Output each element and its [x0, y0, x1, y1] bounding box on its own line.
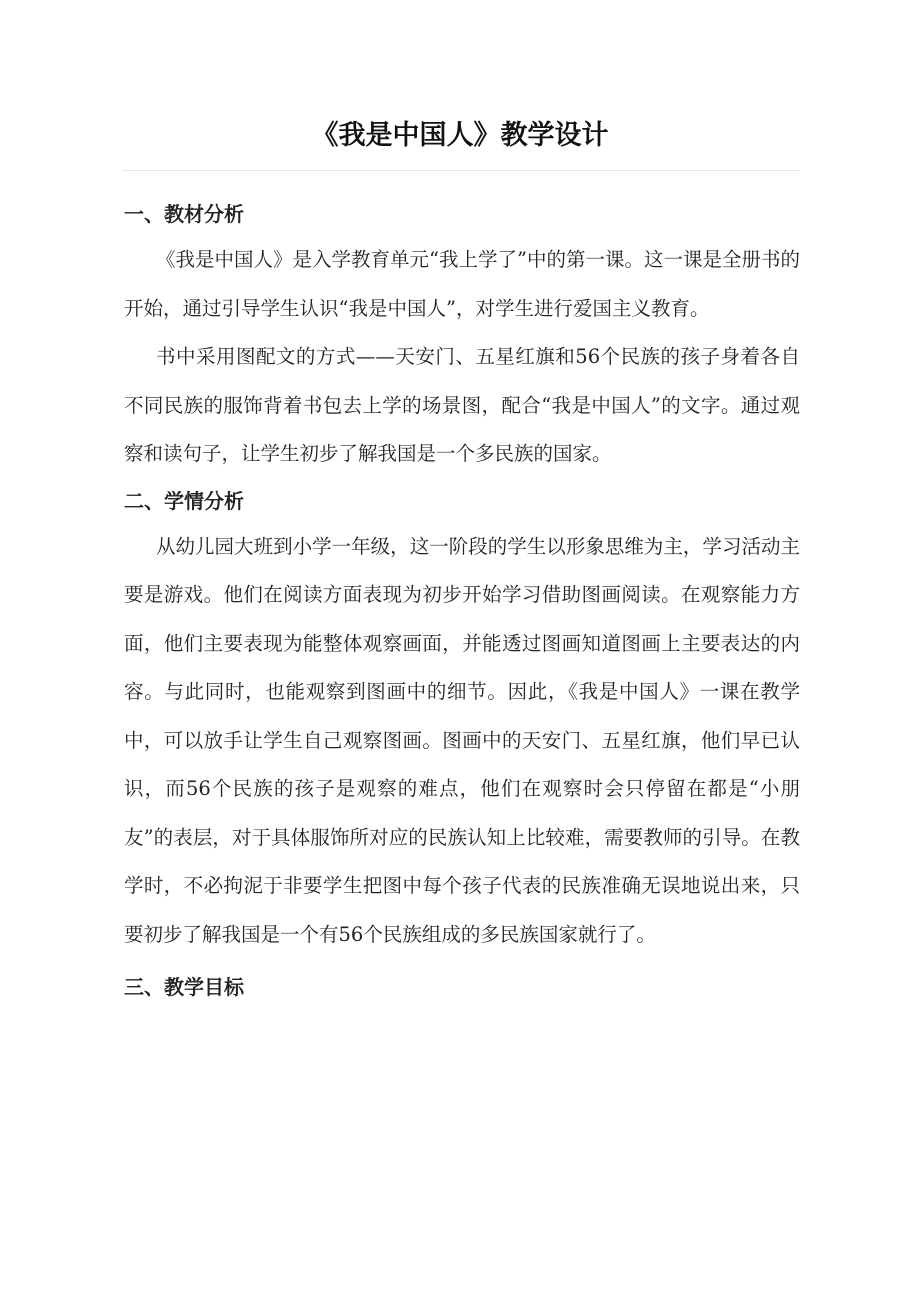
section-heading: 三、教学目标: [124, 975, 244, 999]
document-title: 《我是中国人》教学设计: [311, 120, 609, 151]
title-divider: [122, 170, 800, 171]
section-heading: 二、学情分析: [124, 488, 244, 513]
section-textbook-analysis: [124, 192, 800, 479]
section-teaching-goals: [124, 965, 800, 1009]
document-body: [124, 192, 800, 1009]
section-student-analysis: [124, 479, 800, 960]
paragraph: 从幼儿园大班到小学一年级，这一阶段的学生以形象思维为主，学习活动主要是游戏。他们在阅读方面表现为初步开始学习借助图画阅读。在观察能力方面，他们主要表现为能整体观察画面，并能透过图画知道图画上主要表达的内容。与此同时，也能观察到图画中的细节。因此，《我是中国人》一课在教学中，可以放手让学生自己观察图画。图画中的天安门、五星红旗，他们早已认识，而56个民族的孩子是观察的难点，他们在观察时会只停留在都是“小朋友”的表层，对于具体服饰所对应的民族认知上比较难，需要教师的引导。在教学时，不必拘泥于非要学生把图中每个孩子代表的民族准确无误地说出来，只要初步了解我国是一个有56个民族组成的多民族国家就行了。: [124, 534, 800, 946]
section-heading: 一、教材分析: [124, 202, 244, 226]
paragraph: 书中采用图配文的方式——天安门、五星红旗和56个民族的孩子身着各自不同民族的服饰背着书包去上学的场景图，配合“我是中国人”的文字。通过观察和读句子，让学生初步了解我国是一个多民族的国家。: [124, 345, 800, 465]
paragraph: 《我是中国人》是入学教育单元“我上学了”中的第一课。这一课是全册书的开始，通过引导学生认识“我是中国人”，对学生进行爱国主义教育。: [124, 248, 800, 320]
